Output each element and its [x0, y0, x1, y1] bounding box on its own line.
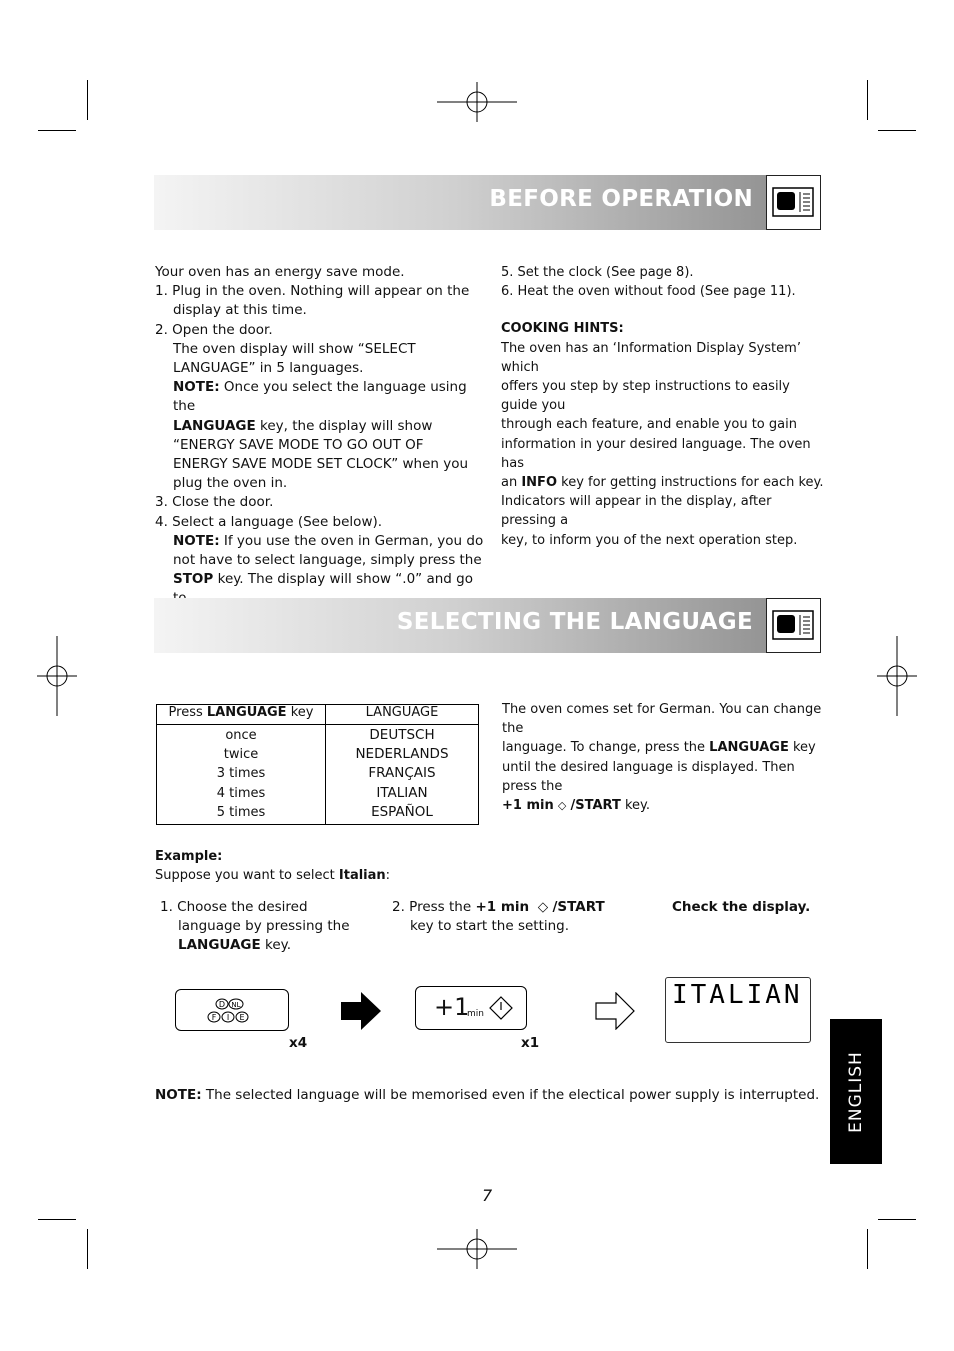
flag-label: E: [239, 1013, 245, 1022]
intro-text: Your oven has an energy save mode.: [155, 264, 405, 280]
step-6: 6. Heat the oven without food (See page 11).: [501, 284, 796, 300]
hints-line: through each feature, and enable you to gain: [501, 417, 797, 433]
press-count-column: [157, 725, 326, 825]
step-line: language by pressing the: [178, 918, 350, 935]
footer-note: NOTE: The selected language will be memorised even if the electical power supply is interrupted.: [155, 1087, 820, 1103]
table-cell: FRANÇAIS: [368, 765, 436, 782]
before-operation-left: [155, 263, 485, 628]
example-step-2: [392, 898, 652, 936]
start-diamond-icon: [489, 996, 513, 1020]
language-column: [326, 725, 479, 825]
page-number: 7: [482, 1186, 493, 1205]
step-line: LANGUAGE key.: [178, 937, 292, 954]
example-block: [155, 847, 390, 885]
crop-mark: [87, 80, 88, 120]
language-button[interactable]: [175, 989, 289, 1031]
flag-label: D: [218, 1000, 226, 1009]
step-4: 4. Select a language (See below).: [155, 513, 383, 530]
note-1-cont: LANGUAGE key, the display will show: [173, 417, 433, 434]
table-header-language: LANGUAGE: [326, 705, 479, 725]
crop-mark: [867, 80, 868, 120]
before-operation-banner: [154, 175, 821, 230]
step-line: key to start the setting.: [410, 918, 570, 935]
hints-line: Indicators will appear in the display, after pressing a: [501, 494, 772, 529]
note-1: NOTE: Once you select the language using the: [173, 379, 467, 415]
description-line: until the desired language is displayed. Then press the: [502, 759, 795, 794]
table-cell: once: [225, 728, 257, 743]
plus-one-label: +1: [434, 993, 470, 1021]
hints-line: key, to inform you of the next operation step.: [501, 532, 798, 548]
table-cell: NEDERLANDS: [355, 746, 449, 763]
example-label: Example:: [155, 849, 223, 864]
example-step-3: Check the display.: [672, 899, 811, 915]
step-5: 5. Set the clock (See page 8).: [501, 265, 694, 280]
flag-label: F: [211, 1013, 217, 1022]
step-line: 2. Press the +1 min ◇ /START: [392, 899, 605, 915]
description-line: The oven comes set for German. You can change the: [502, 702, 822, 737]
note-2-cont: not have to select language, simply press the: [173, 552, 482, 569]
note-1-cont: plug the oven in.: [173, 475, 288, 492]
language-flags-icon: [176, 990, 288, 1030]
note-2: NOTE: If you use the oven in German, you do: [173, 532, 484, 549]
step-3: 3. Close the door.: [155, 494, 274, 511]
selecting-description: [502, 700, 832, 815]
registration-mark-bottom: [437, 1229, 517, 1269]
hints-line: offers you step by step instructions to easily guide you: [501, 379, 790, 414]
registration-mark-top: [437, 82, 517, 122]
step-2: 2. Open the door.: [155, 321, 273, 338]
crop-mark: [38, 1219, 76, 1220]
crop-mark: [878, 1219, 916, 1220]
crop-mark: [87, 1229, 88, 1269]
flag-label: NL: [231, 1001, 241, 1009]
table-cell: DEUTSCH: [369, 727, 435, 743]
registration-mark-right: [877, 636, 917, 716]
arrow-right-solid-icon: [341, 992, 381, 1030]
banner-title: BEFORE OPERATION: [489, 186, 753, 212]
hints-line: information in your desired language. The oven has: [501, 436, 811, 471]
note-1-cont: “ENERGY SAVE MODE TO GO OUT OF: [173, 436, 424, 453]
flag-label: I: [226, 1013, 230, 1022]
step-2-cont: The oven display will show “SELECT: [173, 340, 416, 357]
before-operation-right: [501, 263, 826, 550]
start-diamond-icon: ◇: [537, 899, 549, 915]
cooking-hints-title: COOKING HINTS:: [501, 321, 624, 337]
example-text: Suppose you want to select Italian:: [155, 868, 391, 884]
table-cell: 4 times: [216, 785, 266, 801]
table-cell: twice: [223, 747, 259, 763]
table-cell: ESPAÑOL: [371, 803, 433, 820]
crop-mark: [38, 130, 76, 131]
step-line: 1. Choose the desired: [160, 899, 308, 915]
banner-title: SELECTING THE LANGUAGE: [396, 609, 753, 635]
hints-line: an INFO key for getting instructions for each key.: [501, 475, 824, 491]
note-2-cont: STOP key. The display will show “.0” and go: [173, 571, 473, 588]
crop-mark: [878, 130, 916, 131]
press-count-x1: x1: [521, 1035, 540, 1051]
hints-line: The oven has an ‘Information Display System’ which: [501, 340, 801, 375]
note-1-cont: ENERGY SAVE MODE SET CLOCK” when you: [173, 456, 469, 473]
description-line: language. To change, press the LANGUAGE key: [502, 740, 816, 756]
microwave-icon: [766, 175, 821, 230]
registration-mark-left: [37, 636, 77, 716]
plus-1-min-start-button[interactable]: [415, 986, 527, 1030]
min-label: min: [467, 1009, 484, 1019]
arrow-right-outline-icon: [595, 992, 635, 1030]
microwave-icon: [766, 598, 821, 653]
table-cell: ITALIAN: [376, 784, 428, 801]
language-table: [156, 704, 479, 825]
step-1: 1. Plug in the oven. Nothing will appear on the: [155, 283, 470, 300]
description-line: +1 min ◇ /START key.: [502, 798, 650, 814]
example-step-1: [160, 898, 360, 956]
table-cell: 5 times: [216, 804, 266, 820]
step-1-cont: display at this time.: [173, 302, 307, 319]
lcd-display: [665, 977, 811, 1043]
lcd-text: ITALIAN: [672, 980, 803, 1010]
crop-mark: [867, 1229, 868, 1269]
english-side-tab: [830, 1019, 882, 1164]
start-diamond-icon: ◇: [557, 799, 567, 813]
side-tab-label: ENGLISH: [846, 1050, 866, 1133]
step-2-cont: LANGUAGE” in 5 languages.: [173, 360, 364, 377]
press-count-x4: x4: [289, 1035, 308, 1051]
table-header-press: Press LANGUAGE key: [157, 705, 326, 725]
table-cell: 3 times: [216, 766, 266, 782]
selecting-language-banner: [154, 598, 821, 653]
